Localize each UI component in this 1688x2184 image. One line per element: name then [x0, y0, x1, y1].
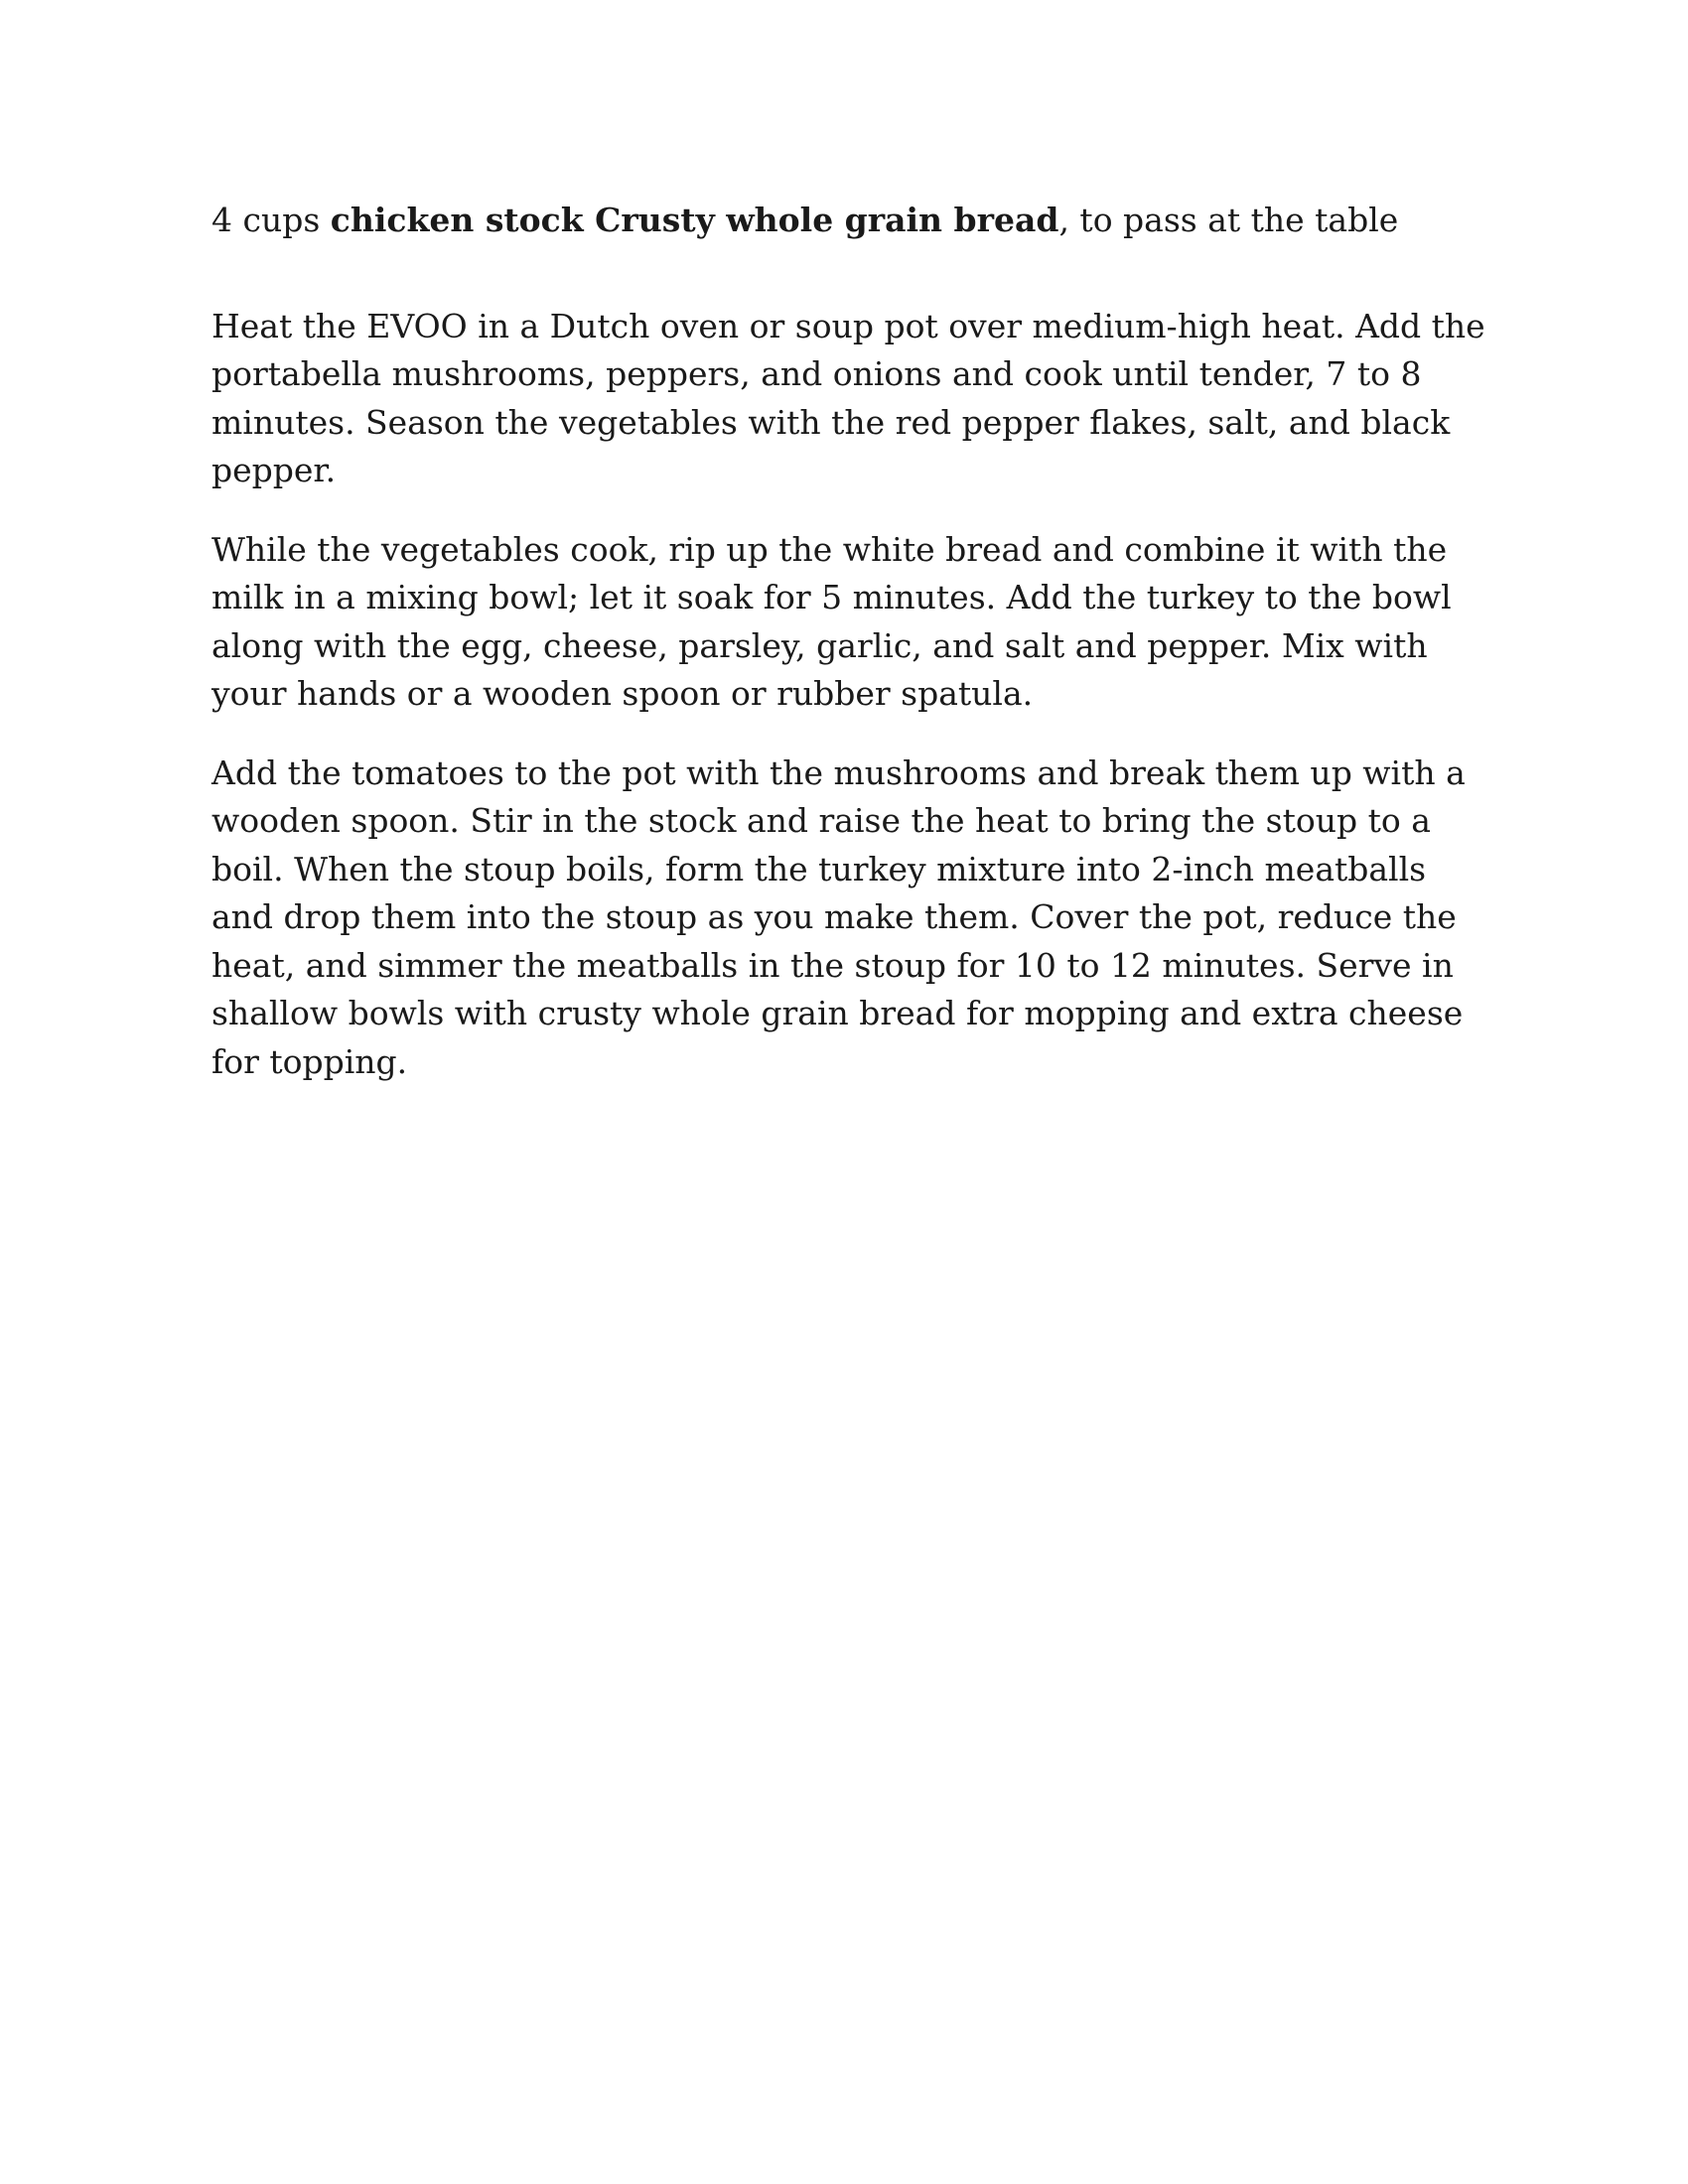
recipe-text — [211, 197, 1492, 1117]
instruction-paragraph-2: While the vegetables cook, rip up the white bread and combine it with the milk in a mixing bowl; let it soak for 5 minutes. Add the turkey to the bowl along with the egg, cheese, parsley, garlic, and salt and pepper. Mix with your hands or a wooden spoon or rubber spatula. — [211, 529, 1452, 713]
ingredient-quantity: 4 cups — [211, 201, 321, 239]
instruction-paragraph-3: Add the tomatoes to the pot with the mushrooms and break them up with a wooden spoon. Stir in the stock and raise the heat to bring the stoup to a boil. When the stoup boils, form the turkey mixture into 2-inch meatballs and drop them into the stoup as you make them. Cover the pot, reduce the heat, and simmer the meatballs in the stoup for 10 to 12 minutes. Serve in shallow bowls with crusty whole grain bread for mopping and extra cheese for topping. — [211, 752, 1466, 1081]
ingredient-item: chicken stock Crusty whole grain bread — [330, 201, 1059, 239]
ingredient-note: , to pass at the table — [1058, 201, 1399, 239]
instruction-paragraph-1: Heat the EVOO in a Dutch oven or soup pot over medium-high heat. Add the portabella mushrooms, peppers, and onions and cook until tender, 7 to 8 minutes. Season the vegetables with the red pepper flakes, salt, and black pepper. — [211, 306, 1485, 489]
ingredient-line — [211, 197, 1492, 245]
